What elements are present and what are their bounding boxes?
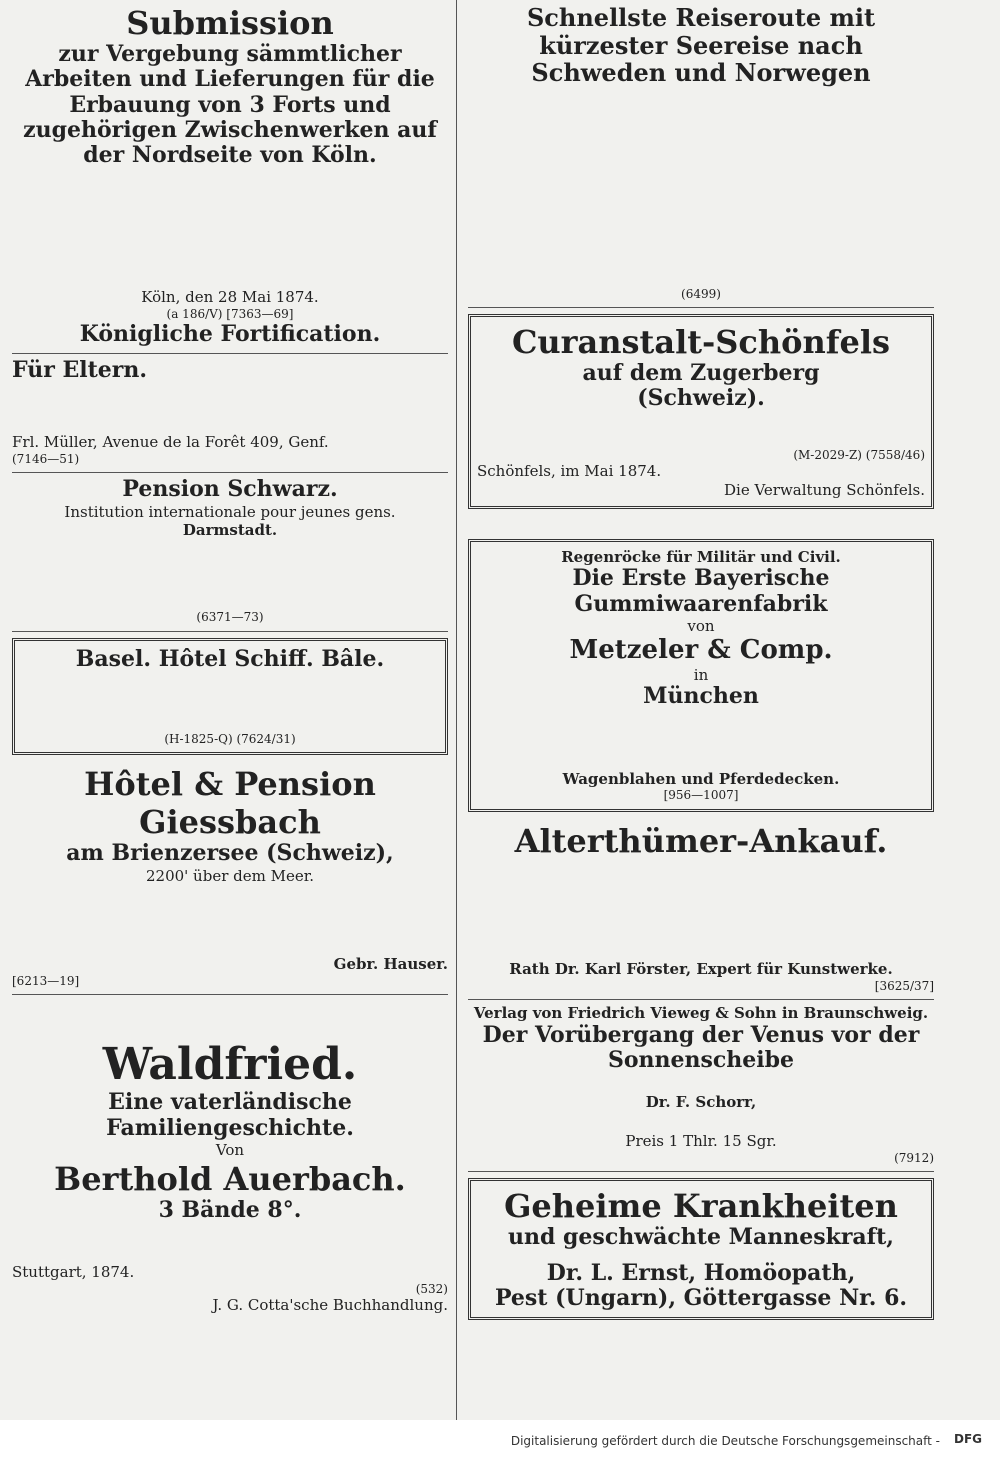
ad-basel xyxy=(12,638,448,756)
reiseroute-title: Schnellste Reiseroute mit kürzester Seereise nach Schweden und Norwegen xyxy=(526,3,876,88)
basel-ref: (H-1825-Q) (7624/31) xyxy=(164,731,296,746)
pension-title: Pension Schwarz. xyxy=(122,476,338,503)
waldfried-author: Berthold Auerbach. xyxy=(54,1159,406,1198)
submission-subtitle: zur Vergebung sämmtlicher Arbeiten und Lieferungen für die Erbauung von 3 Forts und zugehörigen Zwischenwerken auf der Nordseite von Köln. xyxy=(23,41,437,169)
eltern-signature: Frl. Müller, Avenue de la Forêt 409, Genf. xyxy=(12,433,329,452)
waldfried-place: Stuttgart, 1874. xyxy=(12,1263,135,1282)
waldfried-title: Waldfried. xyxy=(102,1039,358,1091)
footer-text: Digitalisierung gefördert durch die Deutsche Forschungsgemeinschaft - xyxy=(510,1434,940,1448)
ad-giessbach xyxy=(12,761,448,995)
gummi-bottom: Wagenblahen und Pferdedecken. xyxy=(562,769,840,788)
gummi-top: Regenröcke für Militär und Civil. xyxy=(561,547,841,566)
krankheiten-title: Geheime Krankheiten xyxy=(504,1187,898,1226)
waldfried-ref: (532) xyxy=(415,1281,448,1296)
alterthuemer-title: Alterthümer-Ankauf. xyxy=(514,821,888,860)
curanstalt-place: Schönfels, im Mai 1874. xyxy=(477,462,662,481)
left-column xyxy=(12,0,448,1321)
curanstalt-ref: (M-2029-Z) (7558/46) xyxy=(793,447,925,462)
gummi-title: Die Erste Bayerische Gummiwaarenfabrik xyxy=(572,565,830,617)
ad-waldfried xyxy=(12,995,448,1321)
krankheiten-subtitle: und geschwächte Manneskraft, xyxy=(508,1224,894,1251)
ad-gummiwaaren xyxy=(468,539,934,812)
giessbach-ref: [6213—19] xyxy=(12,974,80,989)
krankheiten-address: Pest (Ungarn), Göttergasse Nr. 6. xyxy=(494,1284,908,1311)
ad-submission xyxy=(12,0,448,354)
waldfried-publisher: J. G. Cotta'sche Buchhandlung. xyxy=(212,1296,448,1315)
ad-venus xyxy=(468,1000,934,1172)
ad-alterthuemer xyxy=(468,818,934,1000)
curanstalt-country: (Schweiz). xyxy=(637,385,765,412)
gummi-in: in xyxy=(693,665,709,684)
ad-curanstalt xyxy=(468,314,934,508)
ad-krankheiten xyxy=(468,1178,934,1320)
eltern-ref: (7146—51) xyxy=(12,451,80,466)
gummi-firm: Metzeler & Comp. xyxy=(569,634,833,665)
alterthuemer-signature: Rath Dr. Karl Förster, Expert für Kunstwerke. xyxy=(509,959,893,978)
curanstalt-subtitle: auf dem Zugerberg xyxy=(582,360,820,387)
waldfried-subtitle: Eine vaterländische Familiengeschichte. xyxy=(106,1089,354,1141)
submission-title: Submission xyxy=(126,4,334,42)
pension-ref: (6371—73) xyxy=(196,610,264,625)
right-column xyxy=(468,0,934,1326)
venus-ref: (7912) xyxy=(894,1150,934,1165)
ad-eltern xyxy=(12,354,448,473)
waldfried-von: Von xyxy=(215,1141,245,1160)
submission-date: Köln, den 28 Mai 1874. xyxy=(141,288,319,307)
giessbach-subtitle: am Brienzersee (Schweiz), xyxy=(66,840,394,867)
dfg-logo: DFG xyxy=(953,1432,982,1446)
giessbach-altitude: 2200' über dem Meer. xyxy=(145,866,315,885)
gummi-ref: [956—1007] xyxy=(663,788,739,803)
submission-signature: Königliche Fortification. xyxy=(79,320,381,347)
pension-city: Darmstadt. xyxy=(182,521,278,540)
venus-publisher: Verlag von Friedrich Vieweg & Sohn in Braunschweig. xyxy=(473,1003,929,1022)
ad-reiseroute xyxy=(468,0,934,308)
column-divider xyxy=(456,0,457,1420)
curanstalt-signature: Die Verwaltung Schönfels. xyxy=(724,480,925,499)
submission-ref: (a 186/V) [7363—69] xyxy=(166,307,294,322)
venus-price: Preis 1 Thlr. 15 Sgr. xyxy=(625,1132,777,1151)
footer-bar xyxy=(0,1420,1000,1464)
giessbach-title: Hôtel & Pension Giessbach xyxy=(84,765,376,842)
giessbach-signature: Gebr. Hauser. xyxy=(333,955,448,974)
curanstalt-title: Curanstalt-Schönfels xyxy=(511,323,891,362)
gummi-city: München xyxy=(643,683,759,710)
alterthuemer-ref: [3625/37] xyxy=(874,978,934,993)
basel-title: Basel. Hôtel Schiff. Bâle. xyxy=(75,645,385,672)
venus-author: Dr. F. Schorr, xyxy=(645,1093,757,1112)
eltern-title: Für Eltern. xyxy=(12,356,148,383)
gummi-von: von xyxy=(687,617,715,635)
waldfried-volumes: 3 Bände 8°. xyxy=(158,1196,302,1223)
reiseroute-ref: (6499) xyxy=(681,286,721,301)
pension-subtitle: Institution internationale pour jeunes gens. xyxy=(64,502,396,521)
venus-title: Der Vorübergang der Venus vor der Sonnenscheibe xyxy=(482,1021,920,1074)
krankheiten-author: Dr. L. Ernst, Homöopath, xyxy=(546,1259,856,1286)
ad-pension-schwarz xyxy=(12,473,448,631)
